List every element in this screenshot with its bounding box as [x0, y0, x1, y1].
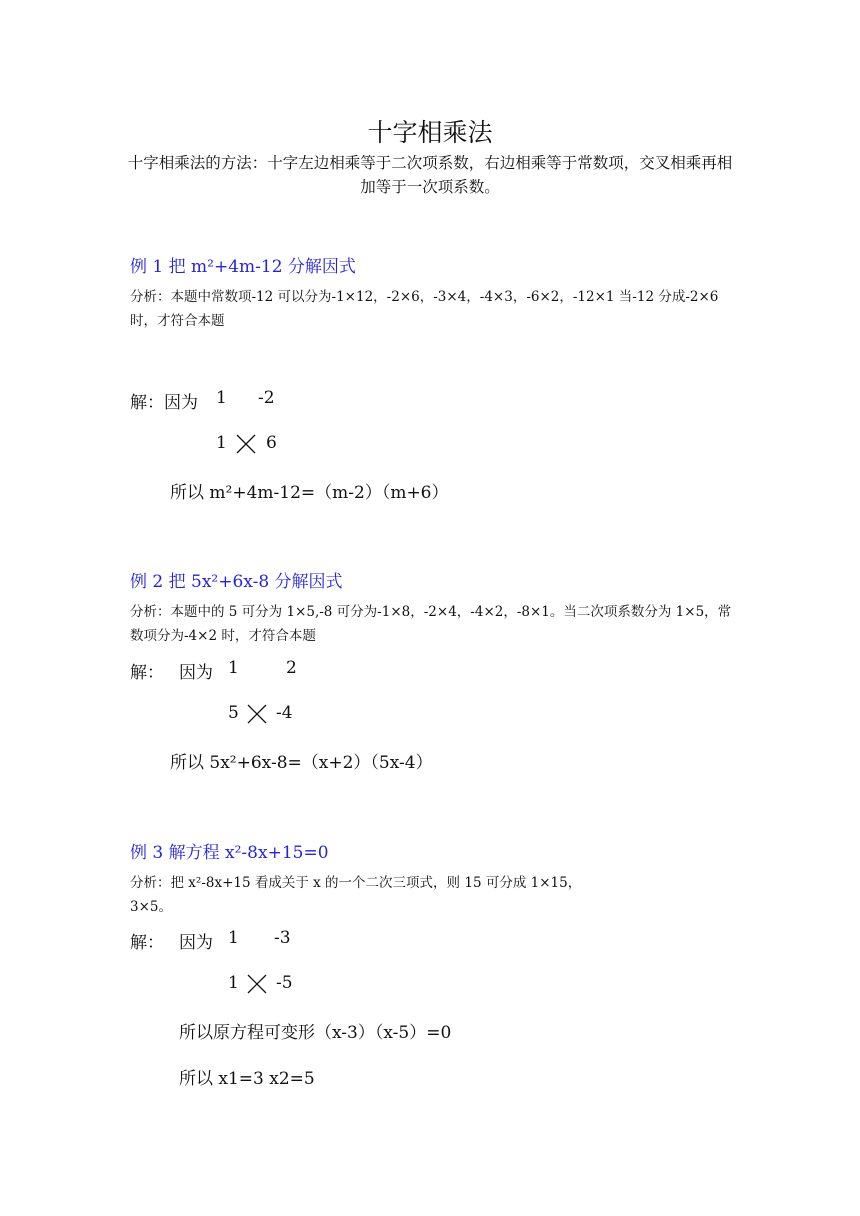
example-3-title: 例 3 解方程 x²-8x+15=0	[130, 843, 329, 863]
example-1-analysis: 分析：本题中常数项-12 可以分为-1×12，-2×6，-3×4，-4×3，-6×2，-12×1 当-12 分成-2×6 时，才符合本题	[130, 289, 719, 329]
example-1-top-left: 1	[216, 388, 227, 408]
example-2-bottom-right: -4	[276, 703, 293, 723]
page-title: 十字相乘法	[367, 118, 493, 147]
example-3-bottom-right: -5	[276, 973, 293, 993]
example-1-bottom-right: 6	[266, 433, 277, 453]
example-3-top-right: -3	[274, 928, 291, 948]
example-2-solution-prefix: 解：	[130, 663, 164, 683]
intro-paragraph: 十字相乘法的方法：十字左边相乘等于二次项系数，右边相乘等于常数项，交叉相乘再相加等于一次项系数。	[127, 154, 733, 196]
example-2-cross-icon	[246, 703, 268, 725]
example-3-bottom-left: 1	[228, 973, 239, 993]
example-2-top-left: 1	[228, 658, 239, 678]
example-2-because: 因为	[179, 663, 213, 683]
example-3-analysis-line2: 3×5。	[130, 899, 172, 915]
example-2-top-right: 2	[286, 658, 297, 678]
example-3-analysis-line1: 分析：把 x²-8x+15 看成关于 x 的一个二次三项式，则 15 可分成 1×15，	[130, 875, 582, 891]
example-3-result: 所以 x1=3 x2=5	[179, 1069, 315, 1089]
example-3-conclusion: 所以原方程可变形（x-3）（x-5）=0	[179, 1023, 452, 1043]
example-1-conclusion: 所以 m²+4m-12=（m-2）（m+6）	[170, 483, 449, 503]
example-3-because: 因为	[179, 933, 213, 953]
example-1-title: 例 1 把 m²+4m-12 分解因式	[130, 257, 356, 277]
example-2-analysis: 分析：本题中的 5 可分为 1×5,-8 可分为-1×8，-2×4，-4×2，-8×1。当二次项系数分为 1×5，常数项分为-4×2 时，才符合本题	[130, 604, 732, 644]
example-3-top-left: 1	[228, 928, 239, 948]
example-3-solution-prefix: 解：	[130, 933, 164, 953]
example-2-bottom-left: 5	[228, 703, 239, 723]
example-1-solution-prefix: 解：因为	[130, 393, 198, 413]
example-1-cross-icon	[235, 433, 257, 455]
example-2-title: 例 2 把 5x²+6x-8 分解因式	[130, 572, 343, 592]
example-1-bottom-left: 1	[216, 433, 227, 453]
example-1-top-right: -2	[258, 388, 275, 408]
example-3-cross-icon	[246, 973, 268, 995]
example-2-conclusion: 所以 5x²+6x-8=（x+2）（5x-4）	[170, 753, 433, 773]
